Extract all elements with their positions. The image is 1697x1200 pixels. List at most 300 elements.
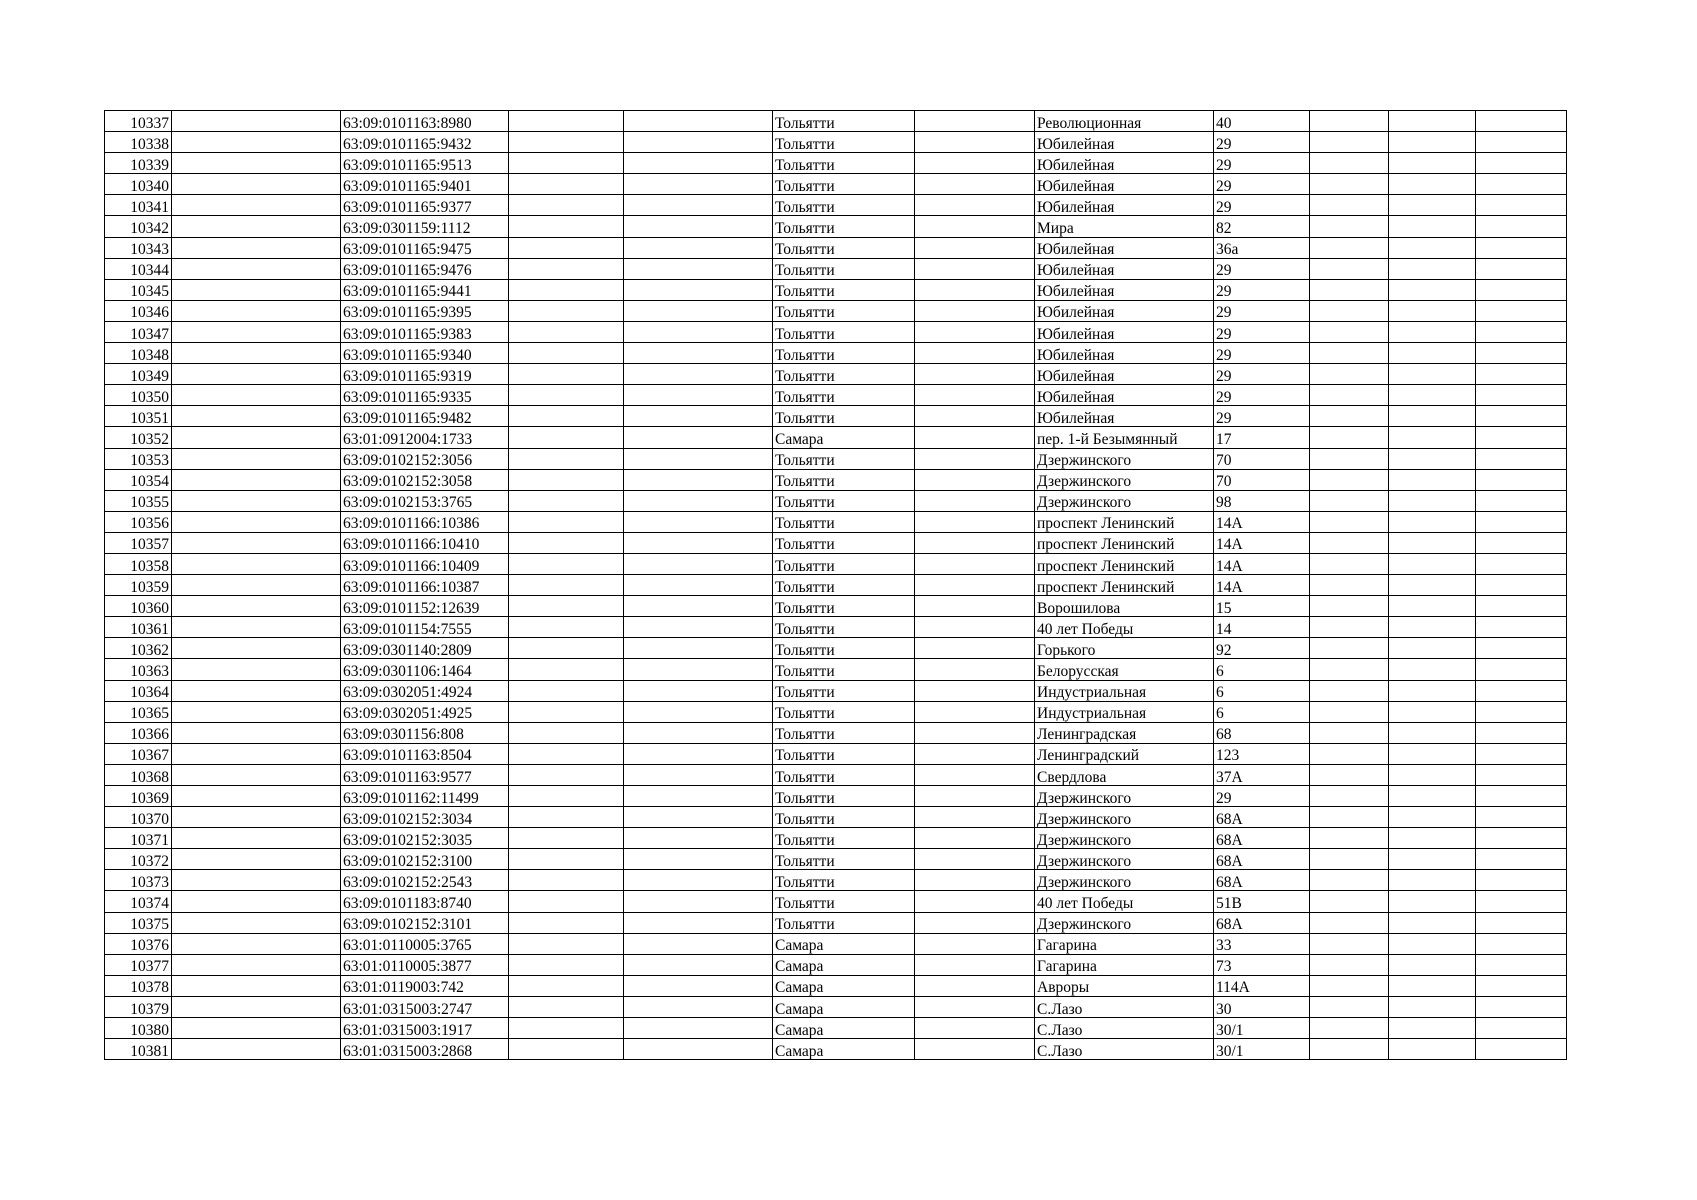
empty-cell — [1310, 237, 1389, 258]
empty-cell — [915, 195, 1035, 216]
city-cell: Тольятти — [773, 364, 915, 385]
empty-cell — [1310, 279, 1389, 300]
empty-cell — [1389, 575, 1476, 596]
empty-cell — [172, 680, 341, 701]
row-number-cell: 10368 — [105, 764, 172, 785]
table-row — [105, 617, 1567, 638]
street-cell: Юбилейная — [1035, 406, 1214, 427]
empty-cell — [915, 701, 1035, 722]
cadastral-number-cell: 63:01:0119003:742 — [341, 975, 509, 996]
table-row — [105, 996, 1567, 1017]
empty-cell — [915, 954, 1035, 975]
empty-cell — [915, 617, 1035, 638]
street-cell: Юбилейная — [1035, 300, 1214, 321]
empty-cell — [1389, 870, 1476, 891]
empty-cell — [172, 216, 341, 237]
empty-cell — [1389, 659, 1476, 680]
empty-cell — [1389, 279, 1476, 300]
house-number-cell: 29 — [1214, 321, 1310, 342]
empty-cell — [509, 258, 624, 279]
empty-cell — [509, 764, 624, 785]
city-cell: Самара — [773, 1039, 915, 1060]
table-row — [105, 279, 1567, 300]
city-cell: Тольятти — [773, 575, 915, 596]
empty-cell — [1310, 385, 1389, 406]
empty-cell — [915, 1018, 1035, 1039]
empty-cell — [1389, 786, 1476, 807]
cadastral-number-cell: 63:09:0101165:9441 — [341, 279, 509, 300]
empty-cell — [915, 237, 1035, 258]
empty-cell — [1310, 638, 1389, 659]
table-row — [105, 385, 1567, 406]
empty-cell — [1476, 638, 1567, 659]
empty-cell — [509, 996, 624, 1017]
street-cell: Мира — [1035, 216, 1214, 237]
empty-cell — [915, 427, 1035, 448]
empty-cell — [1389, 638, 1476, 659]
empty-cell — [624, 743, 773, 764]
city-cell: Тольятти — [773, 153, 915, 174]
empty-cell — [915, 321, 1035, 342]
empty-cell — [624, 321, 773, 342]
empty-cell — [1310, 659, 1389, 680]
street-cell: пер. 1-й Безымянный — [1035, 427, 1214, 448]
row-number-cell: 10344 — [105, 258, 172, 279]
cadastral-number-cell: 63:09:0101162:11499 — [341, 786, 509, 807]
empty-cell — [1476, 680, 1567, 701]
house-number-cell: 68А — [1214, 849, 1310, 870]
city-cell: Тольятти — [773, 870, 915, 891]
table-row — [105, 469, 1567, 490]
empty-cell — [1389, 490, 1476, 511]
empty-cell — [1476, 490, 1567, 511]
empty-cell — [509, 807, 624, 828]
empty-cell — [509, 1018, 624, 1039]
house-number-cell: 29 — [1214, 343, 1310, 364]
empty-cell — [624, 638, 773, 659]
street-cell: Индустриальная — [1035, 680, 1214, 701]
table-row — [105, 975, 1567, 996]
cadastral-number-cell: 63:01:0110005:3877 — [341, 954, 509, 975]
street-cell: Юбилейная — [1035, 343, 1214, 364]
empty-cell — [1476, 385, 1567, 406]
house-number-cell: 37А — [1214, 764, 1310, 785]
street-cell: проспект Ленинский — [1035, 511, 1214, 532]
empty-cell — [915, 807, 1035, 828]
empty-cell — [172, 575, 341, 596]
row-number-cell: 10345 — [105, 279, 172, 300]
house-number-cell: 68А — [1214, 870, 1310, 891]
city-cell: Тольятти — [773, 321, 915, 342]
cadastral-number-cell: 63:09:0101165:9395 — [341, 300, 509, 321]
street-cell: Дзержинского — [1035, 870, 1214, 891]
empty-cell — [915, 258, 1035, 279]
empty-cell — [624, 469, 773, 490]
street-cell: Дзержинского — [1035, 786, 1214, 807]
house-number-cell: 123 — [1214, 743, 1310, 764]
empty-cell — [1310, 807, 1389, 828]
empty-cell — [624, 300, 773, 321]
empty-cell — [915, 406, 1035, 427]
empty-cell — [509, 701, 624, 722]
empty-cell — [915, 891, 1035, 912]
empty-cell — [1389, 321, 1476, 342]
cadastral-number-cell: 63:09:0101165:9319 — [341, 364, 509, 385]
empty-cell — [1476, 427, 1567, 448]
empty-cell — [1389, 553, 1476, 574]
empty-cell — [1310, 511, 1389, 532]
empty-cell — [1389, 912, 1476, 933]
city-cell: Тольятти — [773, 343, 915, 364]
empty-cell — [172, 153, 341, 174]
row-number-cell: 10349 — [105, 364, 172, 385]
empty-cell — [509, 279, 624, 300]
empty-cell — [1476, 174, 1567, 195]
empty-cell — [1389, 891, 1476, 912]
table-row — [105, 153, 1567, 174]
empty-cell — [1310, 996, 1389, 1017]
empty-cell — [1310, 153, 1389, 174]
empty-cell — [509, 237, 624, 258]
row-number-cell: 10354 — [105, 469, 172, 490]
cadastral-number-cell: 63:09:0101165:9401 — [341, 174, 509, 195]
empty-cell — [1476, 975, 1567, 996]
empty-cell — [1310, 849, 1389, 870]
street-cell: Юбилейная — [1035, 153, 1214, 174]
empty-cell — [915, 153, 1035, 174]
empty-cell — [172, 132, 341, 153]
empty-cell — [1310, 617, 1389, 638]
empty-cell — [624, 680, 773, 701]
row-number-cell: 10372 — [105, 849, 172, 870]
cadastral-number-cell: 63:09:0102152:3058 — [341, 469, 509, 490]
empty-cell — [172, 659, 341, 680]
empty-cell — [624, 575, 773, 596]
empty-cell — [624, 174, 773, 195]
empty-cell — [172, 722, 341, 743]
empty-cell — [1476, 954, 1567, 975]
empty-cell — [509, 638, 624, 659]
row-number-cell: 10377 — [105, 954, 172, 975]
row-number-cell: 10379 — [105, 996, 172, 1017]
empty-cell — [509, 406, 624, 427]
table-row — [105, 912, 1567, 933]
house-number-cell: 14А — [1214, 532, 1310, 553]
empty-cell — [509, 385, 624, 406]
street-cell: Ворошилова — [1035, 596, 1214, 617]
empty-cell — [172, 553, 341, 574]
row-number-cell: 10352 — [105, 427, 172, 448]
empty-cell — [1389, 364, 1476, 385]
empty-cell — [1310, 828, 1389, 849]
city-cell: Тольятти — [773, 258, 915, 279]
empty-cell — [509, 448, 624, 469]
street-cell: Гагарина — [1035, 954, 1214, 975]
empty-cell — [915, 764, 1035, 785]
street-cell: Юбилейная — [1035, 385, 1214, 406]
empty-cell — [509, 195, 624, 216]
house-number-cell: 70 — [1214, 469, 1310, 490]
empty-cell — [624, 237, 773, 258]
house-number-cell: 14А — [1214, 575, 1310, 596]
empty-cell — [1476, 279, 1567, 300]
city-cell: Тольятти — [773, 659, 915, 680]
street-cell: Горького — [1035, 638, 1214, 659]
empty-cell — [509, 132, 624, 153]
city-cell: Тольятти — [773, 764, 915, 785]
street-cell: С.Лазо — [1035, 996, 1214, 1017]
empty-cell — [1389, 406, 1476, 427]
empty-cell — [915, 174, 1035, 195]
empty-cell — [1476, 532, 1567, 553]
street-cell: Свердлова — [1035, 764, 1214, 785]
row-number-cell: 10381 — [105, 1039, 172, 1060]
row-number-cell: 10369 — [105, 786, 172, 807]
table-row — [105, 216, 1567, 237]
empty-cell — [1310, 975, 1389, 996]
cadastral-number-cell: 63:09:0102152:2543 — [341, 870, 509, 891]
empty-cell — [1476, 195, 1567, 216]
house-number-cell: 29 — [1214, 195, 1310, 216]
street-cell: Белорусская — [1035, 659, 1214, 680]
house-number-cell: 29 — [1214, 258, 1310, 279]
empty-cell — [1389, 174, 1476, 195]
empty-cell — [509, 596, 624, 617]
empty-cell — [172, 638, 341, 659]
empty-cell — [509, 321, 624, 342]
empty-cell — [172, 195, 341, 216]
empty-cell — [172, 933, 341, 954]
empty-cell — [1476, 111, 1567, 132]
empty-cell — [1310, 216, 1389, 237]
empty-cell — [509, 954, 624, 975]
empty-cell — [509, 975, 624, 996]
table-row — [105, 532, 1567, 553]
house-number-cell: 29 — [1214, 364, 1310, 385]
empty-cell — [1476, 596, 1567, 617]
street-cell: Юбилейная — [1035, 258, 1214, 279]
house-number-cell: 29 — [1214, 279, 1310, 300]
street-cell: Дзержинского — [1035, 807, 1214, 828]
empty-cell — [1310, 132, 1389, 153]
empty-cell — [1389, 975, 1476, 996]
house-number-cell: 30 — [1214, 996, 1310, 1017]
house-number-cell: 29 — [1214, 300, 1310, 321]
empty-cell — [1476, 1039, 1567, 1060]
empty-cell — [172, 828, 341, 849]
empty-cell — [1476, 469, 1567, 490]
empty-cell — [915, 364, 1035, 385]
house-number-cell: 14А — [1214, 553, 1310, 574]
street-cell: Дзержинского — [1035, 912, 1214, 933]
street-cell: Индустриальная — [1035, 701, 1214, 722]
house-number-cell: 92 — [1214, 638, 1310, 659]
empty-cell — [1389, 132, 1476, 153]
empty-cell — [1389, 954, 1476, 975]
empty-cell — [509, 174, 624, 195]
empty-cell — [172, 490, 341, 511]
house-number-cell: 33 — [1214, 933, 1310, 954]
empty-cell — [624, 828, 773, 849]
empty-cell — [1476, 364, 1567, 385]
table-row — [105, 406, 1567, 427]
city-cell: Тольятти — [773, 511, 915, 532]
empty-cell — [1389, 258, 1476, 279]
city-cell: Тольятти — [773, 743, 915, 764]
empty-cell — [172, 912, 341, 933]
table-row — [105, 764, 1567, 785]
empty-cell — [915, 511, 1035, 532]
house-number-cell: 29 — [1214, 385, 1310, 406]
street-cell: Дзержинского — [1035, 469, 1214, 490]
empty-cell — [509, 617, 624, 638]
empty-cell — [915, 680, 1035, 701]
cadastral-number-cell: 63:01:0315003:2747 — [341, 996, 509, 1017]
house-number-cell: 30/1 — [1214, 1018, 1310, 1039]
empty-cell — [1476, 258, 1567, 279]
house-number-cell: 70 — [1214, 448, 1310, 469]
cadastral-number-cell: 63:09:0301156:808 — [341, 722, 509, 743]
empty-cell — [509, 659, 624, 680]
empty-cell — [1310, 1018, 1389, 1039]
table-row — [105, 828, 1567, 849]
empty-cell — [1310, 701, 1389, 722]
empty-cell — [509, 153, 624, 174]
table-row — [105, 575, 1567, 596]
table-row — [105, 300, 1567, 321]
empty-cell — [1310, 680, 1389, 701]
empty-cell — [915, 849, 1035, 870]
empty-cell — [1476, 575, 1567, 596]
empty-cell — [624, 364, 773, 385]
street-cell: Революционная — [1035, 111, 1214, 132]
cadastral-number-cell: 63:09:0102153:3765 — [341, 490, 509, 511]
cadastral-number-cell: 63:09:0101154:7555 — [341, 617, 509, 638]
table-row — [105, 1039, 1567, 1060]
city-cell: Самара — [773, 933, 915, 954]
table-row — [105, 195, 1567, 216]
house-number-cell: 114А — [1214, 975, 1310, 996]
house-number-cell: 14 — [1214, 617, 1310, 638]
street-cell: 40 лет Победы — [1035, 617, 1214, 638]
empty-cell — [1389, 680, 1476, 701]
empty-cell — [1310, 195, 1389, 216]
row-number-cell: 10376 — [105, 933, 172, 954]
city-cell: Тольятти — [773, 237, 915, 258]
empty-cell — [624, 511, 773, 532]
empty-cell — [915, 469, 1035, 490]
empty-cell — [915, 279, 1035, 300]
city-cell: Тольятти — [773, 680, 915, 701]
empty-cell — [915, 448, 1035, 469]
street-cell: Дзержинского — [1035, 849, 1214, 870]
empty-cell — [172, 174, 341, 195]
empty-cell — [1310, 743, 1389, 764]
street-cell: Юбилейная — [1035, 364, 1214, 385]
house-number-cell: 40 — [1214, 111, 1310, 132]
empty-cell — [624, 912, 773, 933]
empty-cell — [172, 617, 341, 638]
empty-cell — [915, 532, 1035, 553]
house-number-cell: 73 — [1214, 954, 1310, 975]
empty-cell — [172, 300, 341, 321]
empty-cell — [509, 1039, 624, 1060]
row-number-cell: 10342 — [105, 216, 172, 237]
empty-cell — [1389, 996, 1476, 1017]
row-number-cell: 10347 — [105, 321, 172, 342]
empty-cell — [509, 680, 624, 701]
empty-cell — [624, 659, 773, 680]
street-cell: Авроры — [1035, 975, 1214, 996]
empty-cell — [509, 849, 624, 870]
empty-cell — [1476, 912, 1567, 933]
house-number-cell: 68 — [1214, 722, 1310, 743]
empty-cell — [915, 1039, 1035, 1060]
house-number-cell: 29 — [1214, 406, 1310, 427]
cadastral-number-cell: 63:09:0101165:9482 — [341, 406, 509, 427]
city-cell: Самара — [773, 954, 915, 975]
empty-cell — [915, 870, 1035, 891]
empty-cell — [624, 722, 773, 743]
city-cell: Тольятти — [773, 195, 915, 216]
table-row — [105, 343, 1567, 364]
empty-cell — [1310, 553, 1389, 574]
city-cell: Тольятти — [773, 174, 915, 195]
empty-cell — [1310, 469, 1389, 490]
cadastral-number-cell: 63:09:0301140:2809 — [341, 638, 509, 659]
table-row — [105, 511, 1567, 532]
house-number-cell: 82 — [1214, 216, 1310, 237]
empty-cell — [1389, 596, 1476, 617]
empty-cell — [1476, 343, 1567, 364]
empty-cell — [624, 258, 773, 279]
city-cell: Тольятти — [773, 553, 915, 574]
empty-cell — [1389, 343, 1476, 364]
empty-cell — [172, 596, 341, 617]
empty-cell — [509, 743, 624, 764]
empty-cell — [1476, 764, 1567, 785]
empty-cell — [1389, 764, 1476, 785]
empty-cell — [915, 786, 1035, 807]
empty-cell — [1389, 701, 1476, 722]
cadastral-number-cell: 63:09:0101166:10409 — [341, 553, 509, 574]
city-cell: Тольятти — [773, 469, 915, 490]
empty-cell — [172, 870, 341, 891]
cadastral-number-cell: 63:09:0101165:9432 — [341, 132, 509, 153]
empty-cell — [1389, 933, 1476, 954]
house-number-cell: 51В — [1214, 891, 1310, 912]
empty-cell — [624, 1018, 773, 1039]
empty-cell — [1389, 511, 1476, 532]
empty-cell — [915, 659, 1035, 680]
empty-cell — [915, 111, 1035, 132]
street-cell: Дзержинского — [1035, 448, 1214, 469]
cadastral-number-cell: 63:09:0101165:9513 — [341, 153, 509, 174]
empty-cell — [915, 343, 1035, 364]
empty-cell — [624, 216, 773, 237]
row-number-cell: 10362 — [105, 638, 172, 659]
cadastral-number-cell: 63:09:0301106:1464 — [341, 659, 509, 680]
street-cell: 40 лет Победы — [1035, 891, 1214, 912]
cadastral-number-cell: 63:01:0315003:1917 — [341, 1018, 509, 1039]
street-cell: Юбилейная — [1035, 237, 1214, 258]
empty-cell — [509, 912, 624, 933]
empty-cell — [1476, 722, 1567, 743]
cadastral-number-cell: 63:09:0102152:3101 — [341, 912, 509, 933]
empty-cell — [624, 975, 773, 996]
empty-cell — [624, 132, 773, 153]
street-cell: проспект Ленинский — [1035, 575, 1214, 596]
